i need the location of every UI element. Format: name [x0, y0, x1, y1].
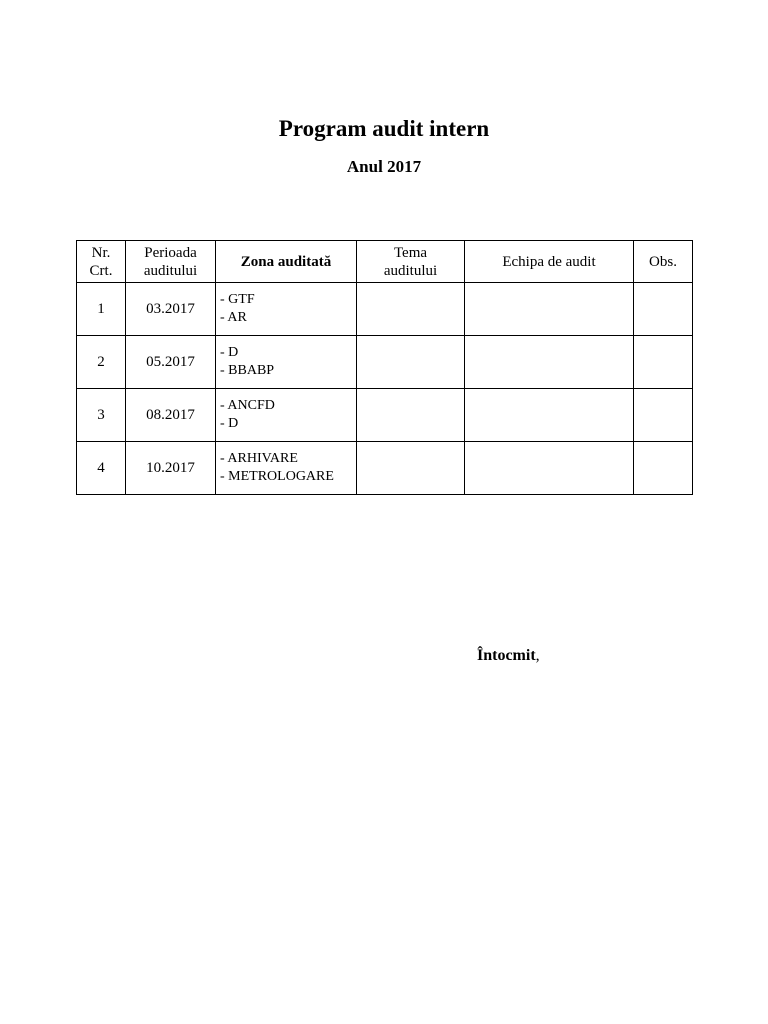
zone-item: - ARHIVARE [220, 451, 298, 466]
header-team: Echipa de audit [465, 241, 634, 283]
header-nr-crt [77, 241, 126, 283]
row-zones [216, 336, 357, 389]
audit-program-table [76, 240, 693, 495]
zone-item: - D [220, 345, 239, 360]
row-period: 10.2017 [126, 442, 216, 495]
header-period [126, 241, 216, 283]
row-team [465, 442, 634, 495]
row-theme [357, 389, 465, 442]
header-period-line1: Perioada [144, 244, 197, 261]
row-period: 05.2017 [126, 336, 216, 389]
signature-label [477, 645, 540, 667]
row-theme [357, 336, 465, 389]
table-header-row [77, 241, 693, 283]
zone-item: - D [220, 416, 239, 431]
header-theme [357, 241, 465, 283]
row-team [465, 389, 634, 442]
header-nr-line2: Crt. [89, 262, 113, 279]
header-nr-line1: Nr. [91, 244, 111, 261]
zone-item: - GTF [220, 292, 255, 307]
table-row [77, 389, 693, 442]
table-row [77, 442, 693, 495]
signature-comma: , [535, 647, 540, 664]
header-obs: Obs. [634, 241, 693, 283]
row-team [465, 336, 634, 389]
header-period-line2: auditului [143, 262, 198, 279]
zone-item: - BBABP [220, 363, 275, 378]
row-zones [216, 442, 357, 495]
document-title: Program audit intern [278, 116, 490, 141]
row-zones [216, 389, 357, 442]
document-subtitle: Anul 2017 [346, 157, 422, 176]
row-period: 03.2017 [126, 283, 216, 336]
row-nr: 1 [77, 283, 126, 336]
header-theme-line1: Tema [393, 244, 428, 261]
header-theme-line2: auditului [383, 262, 438, 279]
row-nr: 4 [77, 442, 126, 495]
row-obs [634, 283, 693, 336]
row-theme [357, 442, 465, 495]
row-team [465, 283, 634, 336]
row-obs [634, 442, 693, 495]
table-row [77, 283, 693, 336]
row-theme [357, 283, 465, 336]
zone-item: - ANCFD [220, 398, 275, 413]
row-nr: 2 [77, 336, 126, 389]
row-nr: 3 [77, 389, 126, 442]
zone-item: - METROLOGARE [220, 469, 334, 484]
table-row [77, 336, 693, 389]
row-zones [216, 283, 357, 336]
row-period: 08.2017 [126, 389, 216, 442]
header-zone: Zona auditată [216, 241, 357, 283]
zone-item: - AR [220, 310, 247, 325]
row-obs [634, 389, 693, 442]
signature-text: Întocmit [477, 647, 536, 664]
row-obs [634, 336, 693, 389]
